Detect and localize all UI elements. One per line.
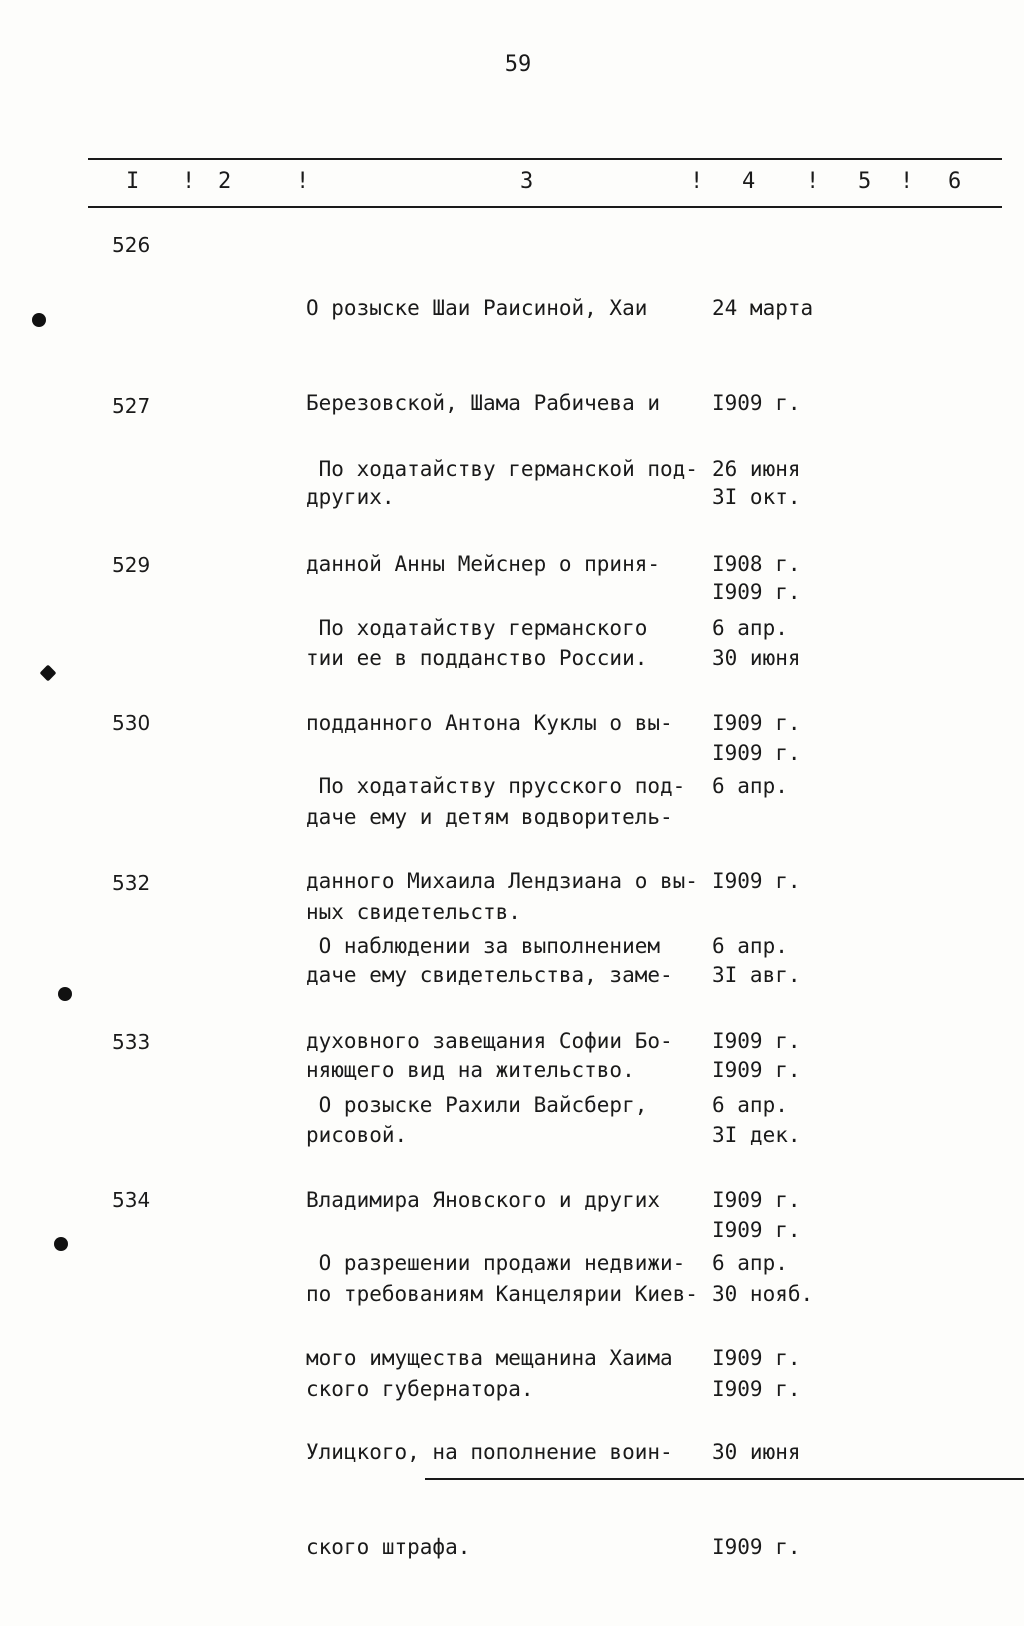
date-line: 6 апр. [712, 1251, 788, 1275]
date-line: 30 июня [712, 1440, 801, 1464]
text-line: ского губернатора. [306, 1376, 534, 1401]
date-line: 3I окт. [712, 485, 801, 509]
header-col-3: 3 [520, 169, 534, 194]
entry-number: 532 [112, 871, 151, 895]
text-line: О наблюдении за выполнением [306, 934, 661, 958]
date-line: I909 г. [712, 1345, 801, 1370]
entry-number: 526 [112, 233, 151, 257]
text-line: По ходатайству германской под- [306, 457, 698, 481]
text-line: даче ему свидетельства, заме- [306, 963, 673, 987]
date-line: 6 апр. [712, 934, 788, 958]
text-line: рисовой. [306, 1123, 408, 1147]
text-line: О разрешении продажи недвижи- [306, 1251, 686, 1275]
date-line: I908 г. [712, 551, 801, 576]
date-line: I909 г. [712, 1376, 801, 1401]
date-line: 30 июня [712, 646, 801, 670]
date-line: I909 г. [712, 390, 801, 415]
text-line: ского штрафа. [306, 1534, 471, 1559]
text-line: Владимира Яновского и других [306, 1187, 661, 1212]
date-line: I909 г. [712, 1534, 801, 1559]
date-line: I909 г. [712, 1217, 801, 1242]
page-number: 59 [504, 52, 532, 77]
text-line: О розыске Рахили Вайсберг, [306, 1093, 648, 1117]
entry-description [306, 1185, 716, 1626]
date-line: 6 апр. [712, 774, 788, 798]
date-line: I909 г. [712, 1028, 801, 1053]
text-line: данного Михаила Лендзиана о вы- [306, 868, 698, 893]
text-line: мого имущества мещанина Хаима [306, 1345, 673, 1370]
entry-number: 529 [112, 553, 151, 577]
table-top-rule [88, 158, 1002, 160]
table-header-rule [88, 206, 1002, 208]
entry-number: 527 [112, 394, 151, 418]
text-line: данной Анны Мейснер о приня- [306, 551, 661, 576]
header-col-6: 6 [948, 169, 962, 194]
text-line: по требованиям Канцелярии Киев- [306, 1282, 698, 1306]
text-line: других. [306, 485, 395, 509]
date-line: 24 марта [712, 296, 814, 320]
punch-hole-icon [32, 313, 46, 327]
date-line: 3I дек. [712, 1123, 801, 1147]
header-separator: ! [690, 169, 704, 194]
text-line: духовного завещания Софии Бо- [306, 1028, 673, 1053]
date-line: 6 апр. [712, 616, 788, 640]
date-line: I909 г. [712, 1187, 801, 1212]
punch-hole-icon [58, 987, 72, 1001]
entry-number: 530 [112, 711, 151, 735]
text-line: няющего вид на жительство. [306, 1057, 635, 1082]
entry-number: 534 [112, 1188, 151, 1212]
date-line: I909 г. [712, 579, 801, 604]
punch-hole-icon [40, 665, 57, 682]
entry-dates [712, 1185, 832, 1626]
header-separator: ! [806, 169, 820, 194]
text-line: даче ему и детям водворитель- [306, 805, 673, 829]
header-separator: ! [900, 169, 914, 194]
header-separator: ! [296, 169, 310, 194]
header-col-5: 5 [858, 169, 872, 194]
text-line: Улицкого, на пополнение воин- [306, 1440, 673, 1464]
text-line: О розыске Шаи Раисиной, Хаи [306, 296, 648, 320]
header-col-1: I [126, 169, 140, 194]
header-col-2: 2 [218, 169, 232, 194]
text-line: ных свидетельств. [306, 899, 521, 924]
text-line: По ходатайству германского [306, 616, 648, 640]
date-line: I909 г. [712, 1057, 801, 1082]
date-line: 26 июня [712, 457, 801, 481]
text-line: По ходатайству прусского под- [306, 774, 686, 798]
header-separator: ! [182, 169, 196, 194]
date-line: 3I авг. [712, 963, 801, 987]
text-line: тии ее в подданство России. [306, 646, 648, 670]
header-col-4: 4 [742, 169, 756, 194]
text-line: подданного Антона Куклы о вы- [306, 710, 673, 735]
entry-number: 533 [112, 1030, 151, 1054]
punch-hole-icon [54, 1237, 68, 1251]
date-line: I909 г. [712, 740, 801, 765]
date-line: I909 г. [712, 710, 801, 735]
date-line: 6 апр. [712, 1093, 788, 1117]
date-line: I909 г. [712, 868, 801, 893]
date-line: 30 нояб. [712, 1282, 814, 1306]
page-bottom-rule [425, 1478, 1024, 1480]
text-line: Березовской, Шама Рабичева и [306, 390, 661, 415]
